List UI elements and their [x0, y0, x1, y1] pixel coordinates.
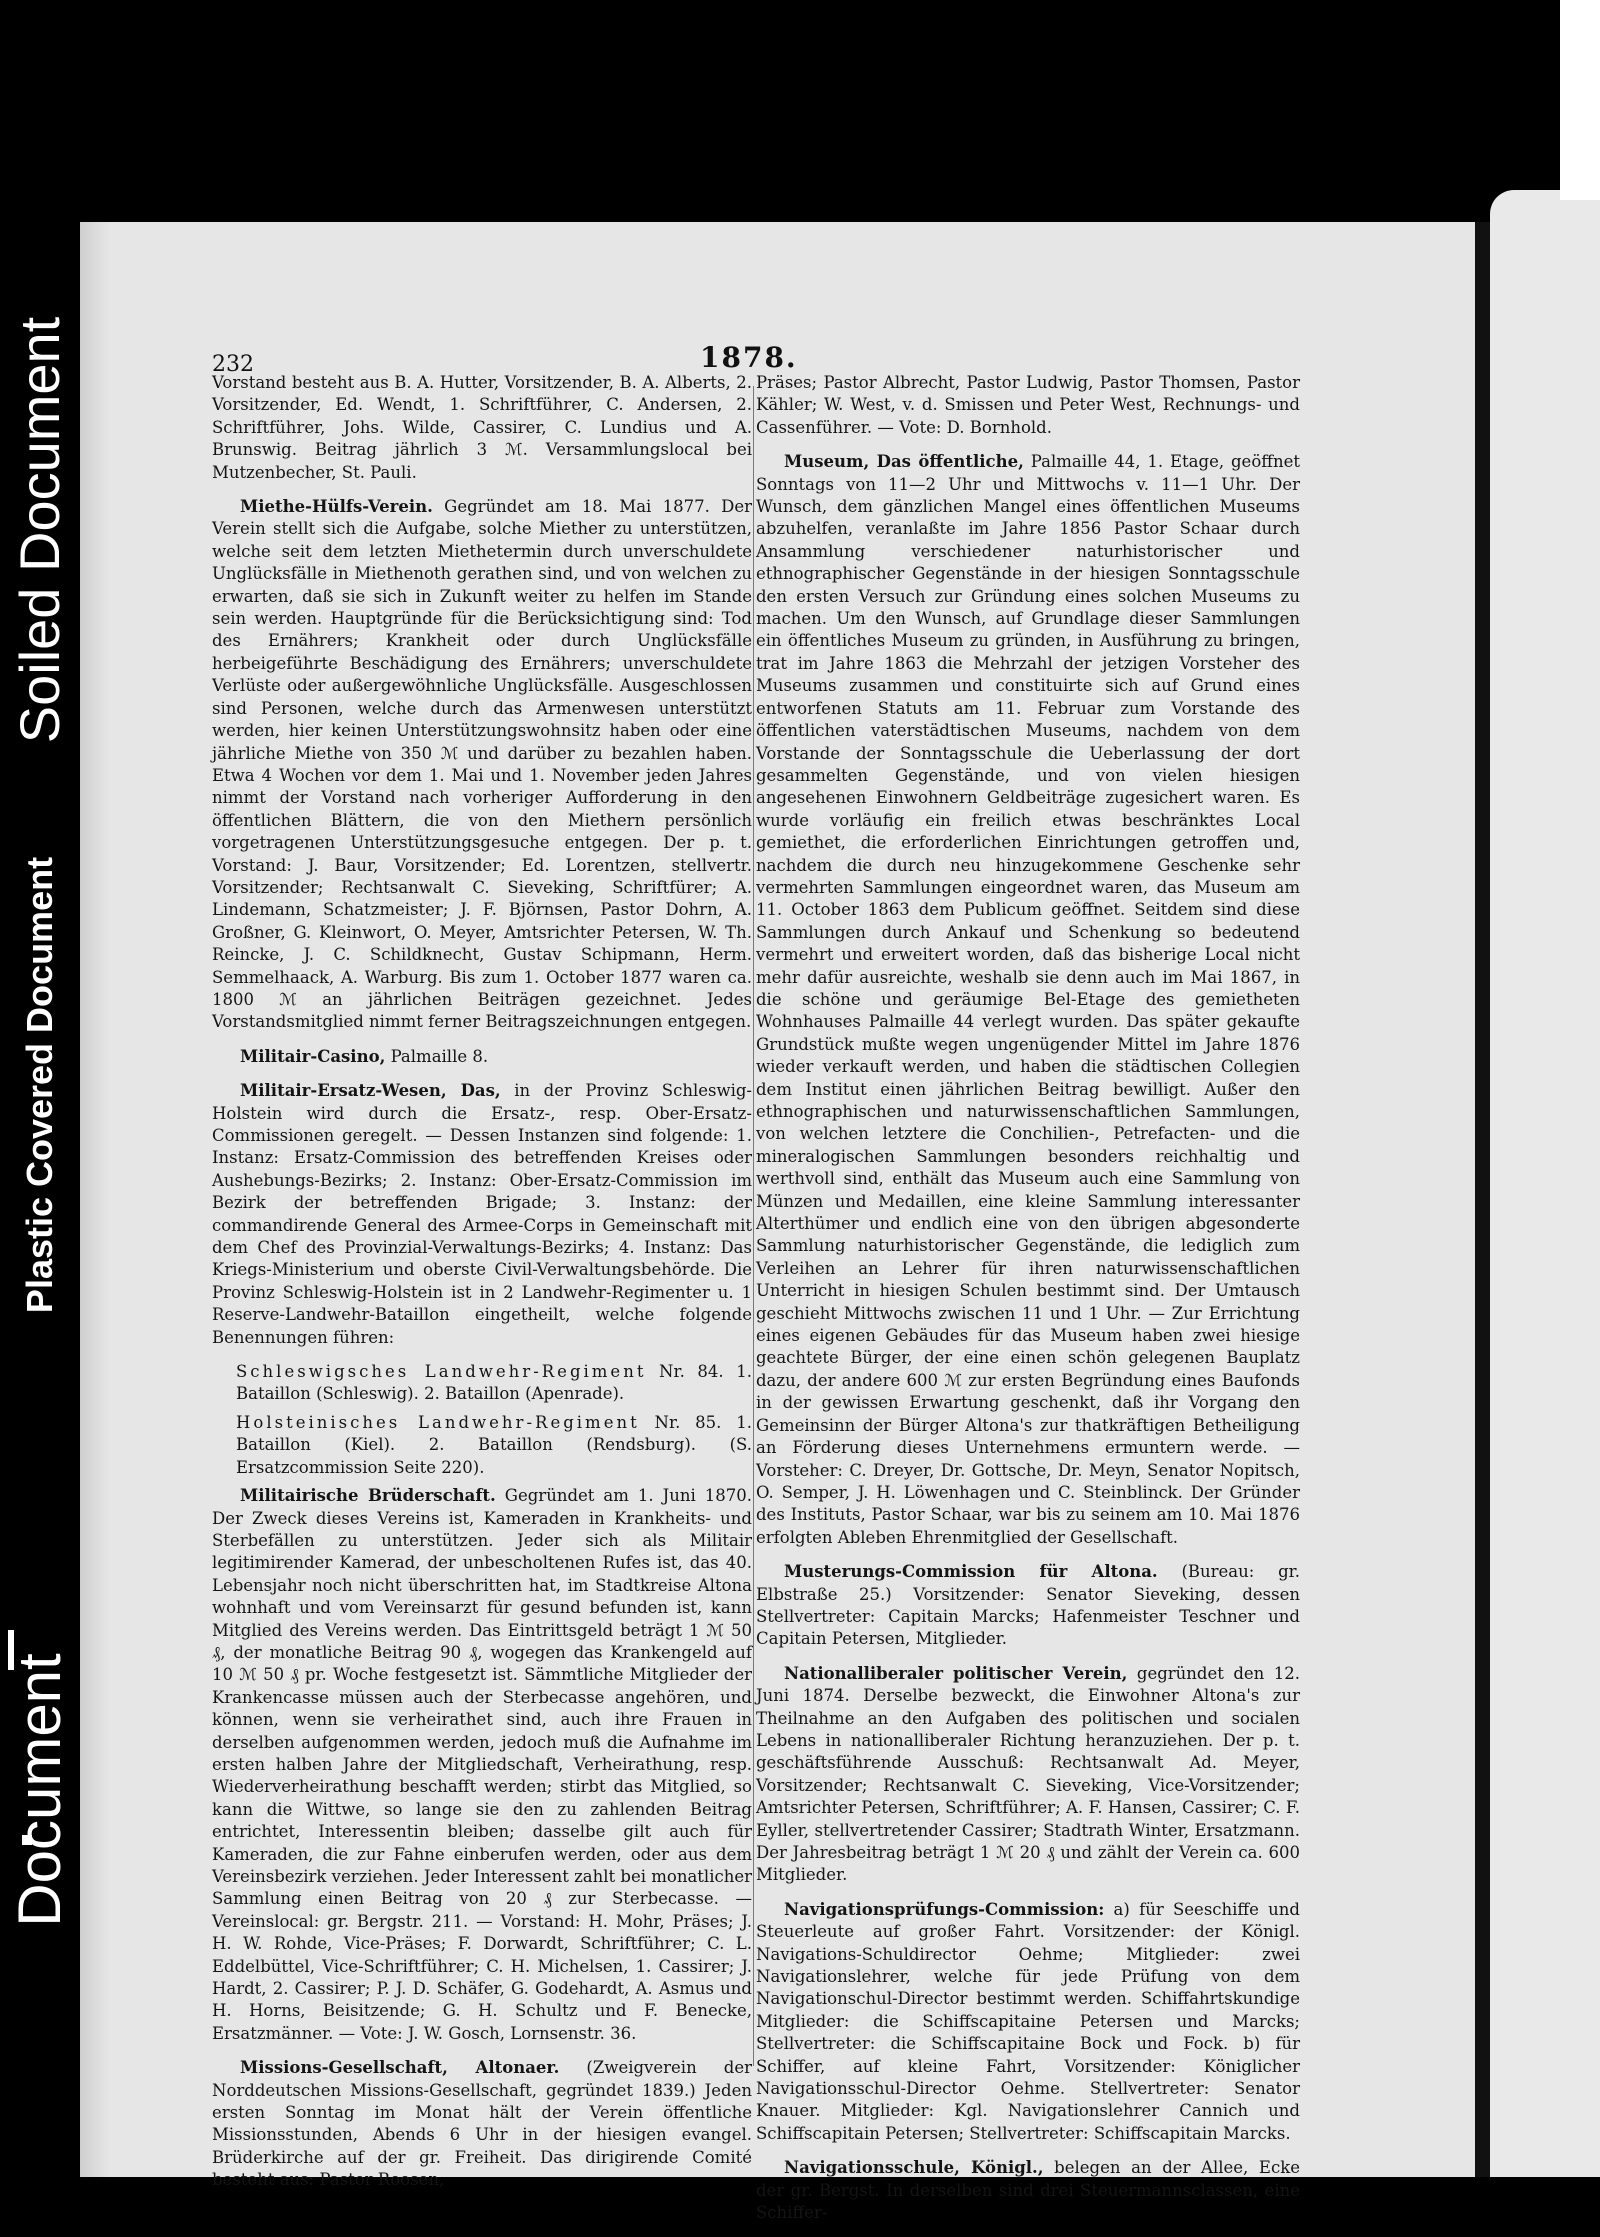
entry-text: gegründet den 12. Juni 1874. Derselbe bezweckt, die Einwohner Altona's zur Theilnahme an den Aufgaben des politischen und socialen Lebens in nationalliberaler Richtung heranzuziehen. Der p. t. geschäftsführende Ausschuß: Rechtsanwalt Ad. Meyer, Vorsitzender; Rechtsanwalt C. Sieveking, Vice-Vorsitzender; Amtsrichter Petersen, Schriftführer; A. F. Hansen, Cassirer; C. F. Eyller, stellvertretender Cassirer; Stadtrath Winter, Ersatzmann. Der Jahresbeitrag beträgt 1 ℳ 20 ₰ und zählt der Verein ca. 600 Mitglieder.	[756, 1663, 1300, 1885]
entry-text: (Zweigverein der Norddeutschen Missions-Gesellschaft, gegründet 1839.) Jeden ersten Sonntag im Monat hält der Verein öffentliche Missionsstunden, Abends 6 Uhr in der hiesigen evangel. Brüderkirche auf der gr. Freiheit. Das dirigirende Comité besteht aus: Pastor Roosen,	[212, 2058, 753, 2190]
entry-title: Musterungs-Commission für Altona.	[784, 1562, 1158, 1582]
entry-museum	[756, 451, 1300, 1549]
entry-title: Militair-Casino,	[240, 1046, 386, 1066]
entry-text: Gegründet am 1. Juni 1870. Der Zweck dieses Vereins ist, Kameraden in Krankheits- und Sterbefällen zu unterstützen. Jeder sich als Militair legitimirender Kamerad, der unbescholtenen Rufes ist, das 40. Lebensjahr noch nicht überschritten hat, im Stadtkreise Altona wohnhaft und vom Vereinsarzt für gesund befunden ist, kann Mitglied des Vereins werden. Das Eintrittsgeld beträgt 1 ℳ 50 ₰, der monatliche Beitrag 90 ₰, wogegen das Krankengeld auf 10 ℳ 50 ₰ pr. Woche festgesetzt ist. Sämmtliche Mitglieder der Krankencasse müssen auch der Sterbecasse angehören, und können, wenn sie verheirathet sind, auch ihre Frauen in derselben aufgenommen werden, jedoch muß die Aufnahme im ersten halben Jahre der Mitgliedschaft, Verheirathung, resp. Wiederverheirathung beschafft werden; stirbt das Mitglied, so kann die Wittwe, so lange sie den zu zahlenden Beitrag entrichtet, Interessentin bleiben; dasselbe gilt auch für Kameraden, die zur Fahne einberufen werden, oder aus dem Vereinsbezirk verziehen. Jeder Interessent zahlt bei monatlicher Sammlung einen Beitrag von 20 ₰ zur Sterbecasse. — Vereinslocal: gr. Bergstr. 211. — Vorstand: H. Mohr, Präses; J. H. W. Rohde, Vice-Präses; F. Dorwardt, Schriftführer; C. L. Eddelbüttel, Vice-Schriftführer; C. H. Michelsen, 1. Cassirer; J. Hardt, 2. Cassirer; P. J. D. Schäfer, G. Godehardt, A. Asmus und H. Horns, Beisitzende; G. H. Schultz und F. Benecke, Ersatzmänner. — Vote: J. W. Gosch, Lornsenstr. 36.	[212, 1486, 752, 2043]
entry-title: Navigationsschule, Königl.,	[784, 2158, 1044, 2178]
page-edge-divider	[1475, 222, 1490, 2177]
next-page-leaf	[1490, 190, 1600, 2177]
entry-subtitle: Holsteinisches Landwehr-Regiment	[236, 1412, 640, 1432]
entry-subtitle: Schleswigsches Landwehr-Regiment	[236, 1362, 647, 1382]
entry-title: Nationalliberaler politischer Verein,	[784, 1663, 1128, 1683]
entry-nationalliberaler-verein	[756, 1663, 1300, 1887]
page-number: 232	[212, 352, 254, 377]
page-year-heading: 1878.	[700, 341, 798, 374]
page-gutter-shadow	[80, 222, 110, 2177]
entry-militair-casino	[212, 1046, 752, 1068]
entry-militairische-bruederschaft	[212, 1485, 752, 2045]
entry-title: Militairische Brüderschaft.	[240, 1486, 496, 1506]
entry-text: Palmaille 44, 1. Etage, geöffnet Sonntags von 11—2 Uhr und Mittwochs v. 11—1 Uhr. Der Wunsch, dem gänzlichen Mangel eines öffentlichen Museums abzuhelfen, veranlaßte im Jahre 1856 Pastor Schaar durch Ansammlung verschiedener naturhistorischer und ethnographischer Gegenstände in der hiesigen Sonntagsschule den ersten Versuch zur Gründung eines solchen Museums zu machen. Um den Wunsch, auf Grundlage dieser Sammlungen ein öffentliches Museum zu gründen, in Ausführung zu bringen, trat im Jahre 1863 die Mehrzahl der jetzigen Vorsteher des Museums zusammen und constituirte sich auf Grund eines entworfenen Statuts am 11. Februar zum Vorstande des öffentlichen vaterstädtischen Museums, nachdem von dem Vorstande der Sonntagsschule die Ueberlassung der dort gesammelten Gegenstände, und von vielen hiesigen angesehenen Einwohnern Geldbeiträge zugesichert waren. Es wurde vorläufig ein freilich etwas beschränktes Local gemiethet, die erforderlichen Einrichtungen getroffen und, nachdem die durch neu hinzugekommene Geschenke sehr vermehrten Sammlungen eingeordnet waren, das Museum am 11. October 1863 dem Publicum geöffnet. Seitdem sind diese Sammlungen durch Ankauf und Schenkung so bedeutend vermehrt und erweitert worden, daß das bisherige Local nicht mehr dafür ausreichte, weshalb sie denn auch im Mai 1867, in die schöne und geräumige Bel-Etage des gemietheten Wohnhauses Palmaille 44 verlegt wurden. Das später gekaufte Grundstück mußte wegen ungenügender Mittel im Jahre 1876 wieder verkauft werden, und haben die städtischen Collegien dem Institut einen jährlichen Beitrag bewilligt. Außer den ethnographischen und naturwissenschaftlichen Sammlungen, von welchen letztere die Conchilien-, Petrefacten- und die mineralogischen Sammlungen besonders reichhaltig und werthvoll sind, enthält das Museum auch eine Sammlung von Münzen und Medaillen, eine kleine Sammlung interessanter Alterthümer und endlich eine von den übrigen abgesonderte Sammlung naturhistorischer Gegenstände, die lediglich zum Verleihen an Lehrer für ihren naturwissenschaftlichen Unterricht in hiesigen Schulen bestimmt sind. Der Umtausch geschieht Mittwochs zwischen 11 und 1 Uhr. — Zur Errichtung eines eigenen Gebäudes für das Museum haben zwei hiesige geachtete Bürger, der eine einen schön gelegenen Bauplatz dazu, der andere 600 ℳ zur ersten Begründung eines Baufonds in der gewissen Erwartung geschenkt, daß ihr Vorgang den Gemeinsinn der Bürger Altona's zur thatkräftigen Betheiligung an Förderung dieses Unternehmens ermuntern werde. — Vorsteher: C. Dreyer, Dr. Gottsche, Dr. Meyn, Senator Nopitsch, O. Semper, J. H. Löwenhagen und C. Steinblinck. Der Gründer des Instituts, Pastor Schaar, war bis zu seinem am 10. Mai 1876 erfolgten Ableben Ehrenmitglied der Gesellschaft.	[756, 452, 1300, 1547]
entry-text: Nr. 84. 1. Bataillon (Schleswig). 2. Bataillon (Apenrade).	[236, 1362, 752, 1404]
entry-text: in der Provinz Schleswig-Holstein wird durch die Ersatz-, resp. Ober-Ersatz-Commissionen geregelt. — Dessen Instanzen sind folgende: 1. Instanz: Ersatz-Commission des betreffenden Kreises oder Aushebungs-Bezirks; 2. Instanz: Ober-Ersatz-Commission im Bezirk der betreffenden Brigade; 3. Instanz: der commandirende General des Armee-Corps in Gemeinschaft mit dem Chef des Provinzial-Verwaltungs-Bezirks; 4. Instanz: Das Kriegs-Ministerium und oberste Civil-Verwaltungsbehörde. Die Provinz Schleswig-Holstein ist in 2 Landwehr-Regimenter u. 1 Reserve-Landwehr-Bataillon eingetheilt, welche folgende Benennungen führen:	[212, 1081, 752, 1347]
stamp-plastic-covered-document-text: Plastic Covered Document	[19, 856, 60, 1314]
entry-navigationsschule	[756, 2157, 1300, 2224]
entry-text: Präses; Pastor Albrecht, Pastor Ludwig, Pastor Thomsen, Pastor Kähler; W. West, v. d. Smissen und Peter West, Rechnungs- und Cassenführer. — Vote: D. Bornhold.	[756, 373, 1300, 437]
left-column	[212, 372, 752, 2204]
entry-text: Gegründet am 18. Mai 1877. Der Verein stellt sich die Aufgabe, solche Miether zu unterstützen, welche seit dem letzten Miethetermin durch unverschuldete Unglücksfälle in Miethenoth gerathen sind, und von welchen zu erwarten, daß sie sich in Zukunft weiter zu helfen im Stande sein werden. Hauptgründe für die Berücksichtigung sind: Tod des Ernährers; Krankheit oder durch Unglücksfälle herbeigeführte Beschädigung des Ernährers; unverschuldete Verlüste oder außergewöhnliche Unglücksfälle. Ausgeschlossen sind Personen, welche durch das Armenwesen unterstützt werden, hier keinen Unterstützungswohnsitz haben oder eine jährliche Miethe von 350 ℳ und darüber zu bezahlen haben. Etwa 4 Wochen vor dem 1. Mai und 1. November jeden Jahres nimmt der Vorstand nach vorheriger Aufforderung in den öffentlichen Blättern, die von den Miethern persönlich vorgetragenen Unterstützungsgesuche entgegen. Der p. t. Vorstand: J. Baur, Vorsitzender; Ed. Lorentzen, stellvertr. Vorsitzender; Rechtsanwalt C. Sieveking, Schriftfürer; A. Lindemann, Schatzmeister; J. F. Björnsen, Pastor Dohrn, A. Großner, G. Kleinwort, O. Meyer, Amtsrichter Petersen, W. Th. Reincke, J. C. Schildknecht, Gustav Schipmann, Herm. Semmelhaack, A. Warburg. Bis zum 1. October 1877 waren ca. 1800 ℳ an jährlichen Beiträgen gezeichnet. Jedes Vorstandsmitglied nimmt ferner Beitragszeichnungen entgegen.	[212, 497, 752, 1032]
entry-militair-ersatz-wesen	[212, 1080, 752, 1349]
entry-text: a) für Seeschiffe und Steuerleute auf großer Fahrt. Vorsitzender: der Königl. Navigations-Schuldirector Oehme; Mitglieder: zwei Navigationslehrer, welche für jede Prüfung von dem Navigationschul-Director bestimmt werden. Schiffahrtskundige Mitglieder: die Schiffscapitaine Petersen und Marcks; Stellvertreter: die Schiffscapitaine Bock und Fock. b) für Schiffer, auf kleine Fahrt, Vorsitzender: Königlicher Navigationsschul-Director Oehme. Stellvertreter: Senator Knauer. Mitglieder: Kgl. Navigationslehrer Cannich und Schiffscapitain Petersen; Stellvertreter: Schiffscapitain Marcks.	[756, 1899, 1300, 2143]
entry-title: Navigationsprüfungs-Commission:	[784, 1899, 1105, 1919]
entry-text: Vorstand besteht aus B. A. Hutter, Vorsitzender, B. A. Alberts, 2. Vorsitzender, Ed. Wendt, 1. Schriftführer, C. Andersen, 2. Schriftführer, Johs. Wilde, Cassirer, C. Lundius und A. Brunswig. Beitrag jährlich 3 ℳ. Versammlungslocal bei Mutzenbecher, St. Pauli.	[212, 373, 752, 482]
entry-text: (Bureau: gr. Elbstraße 25.) Vorsitzender: Senator Sieveking, dessen Stellvertreter: Capitain Marcks; Hafenmeister Teschner und Capitain Petersen, Mitglieder.	[756, 1562, 1300, 1649]
stamp-document-text: Document	[6, 1653, 73, 1927]
entry-musterungs-commission	[756, 1561, 1300, 1651]
entry-text: Palmaille 8.	[385, 1046, 489, 1066]
entry-miethe-huelfs-verein	[212, 496, 752, 1034]
entry-title: Militair-Ersatz-Wesen, Das,	[240, 1081, 501, 1101]
column-divider	[753, 386, 754, 2066]
entry-paragraph	[212, 372, 752, 484]
entry-text: belegen an der Allee, Ecke der gr. Bergst. In derselben sind drei Steuermannsclassen, eine Schiffer-	[756, 2158, 1300, 2223]
entry-title: Miethe-Hülfs-Verein.	[240, 497, 433, 517]
stamp-soiled-document-text: Soiled Document	[8, 316, 71, 744]
entry-sub-holstein	[212, 1412, 752, 1479]
entry-text: Nr. 85. 1. Bataillon (Kiel). 2. Bataillon (Rendsburg). (S. Ersatzcommission Seite 220).	[236, 1412, 752, 1477]
right-column	[756, 372, 1300, 2237]
entry-title: Museum, Das öffentliche,	[784, 452, 1024, 472]
entry-missions-gesellschaft	[212, 2057, 752, 2191]
entry-title: Missions-Gesellschaft, Altonaer.	[240, 2058, 560, 2078]
corner-highlight	[1560, 0, 1600, 200]
entry-sub-schleswig	[212, 1361, 752, 1406]
entry-navigationspruefungs-commission	[756, 1899, 1300, 2145]
entry-paragraph	[756, 372, 1300, 439]
